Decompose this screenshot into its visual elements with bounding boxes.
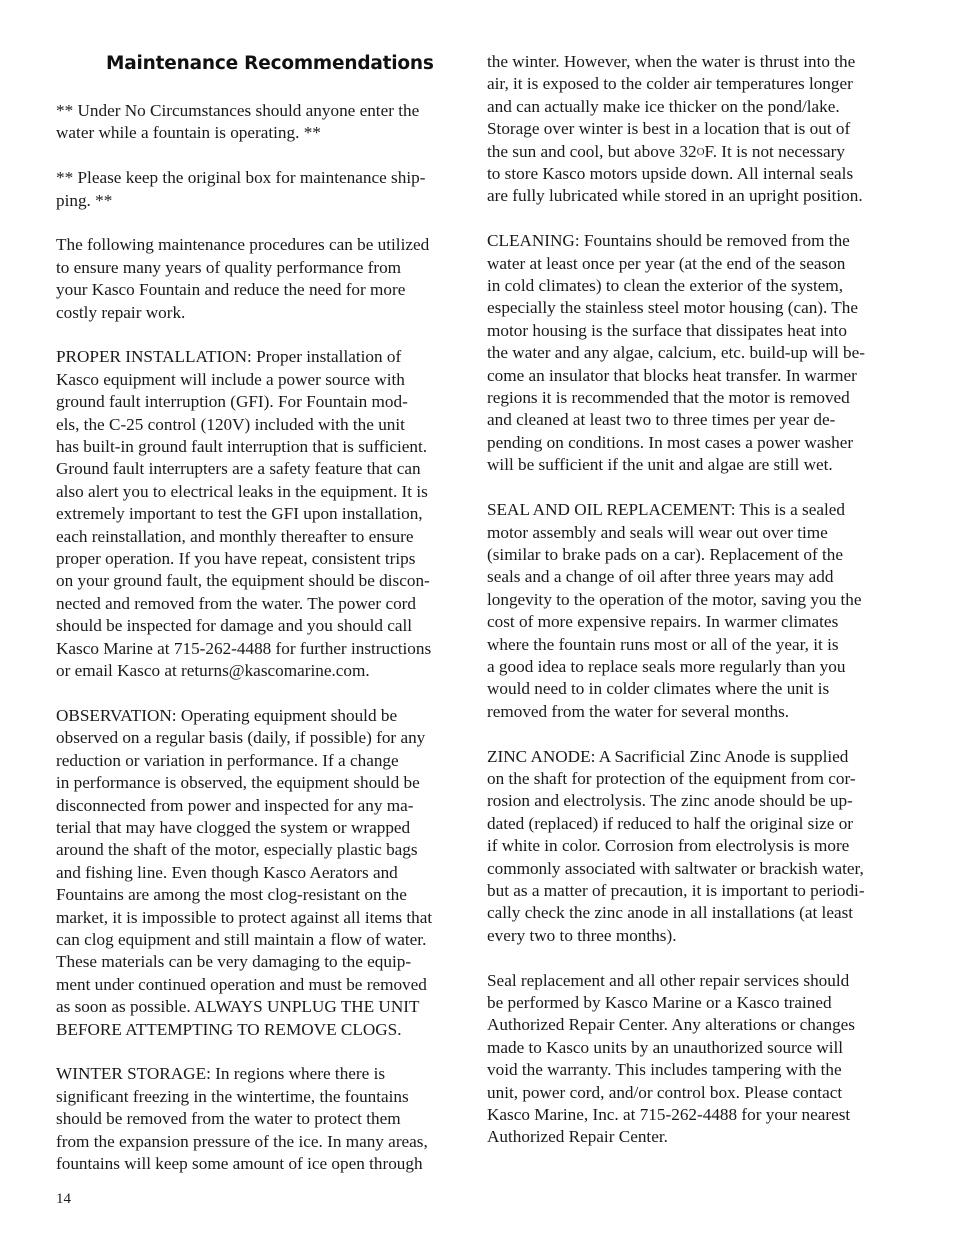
text-line: rosion and electrolysis. The zinc anode should be up- [487, 791, 853, 811]
text-line: cost of more expensive repairs. In warmer climates [487, 612, 839, 632]
text-line: terial that may have clogged the system or wrapped [56, 817, 411, 837]
text-line: can clog equipment and still maintain a flow of water. [56, 929, 427, 949]
text-line: observed on a regular basis (daily, if possible) for any [56, 728, 426, 748]
section-heading: Maintenance Recommendations [106, 53, 434, 74]
text-line: commonly associated with saltwater or brackish water, [487, 858, 864, 878]
text-line: a good idea to replace seals more regularly than you [487, 656, 846, 676]
text-line: PROPER INSTALLATION: Proper installation of [56, 347, 402, 367]
text-line: ZINC ANODE: A Sacrificial Zinc Anode is supplied [487, 746, 849, 766]
text-line: to ensure many years of quality performance from [56, 257, 402, 277]
text-line: should be removed from the water to protect them [56, 1109, 401, 1129]
text-line: WINTER STORAGE: In regions where there is [56, 1064, 386, 1084]
text-line: Storage over winter is best in a location that is out of [487, 119, 851, 139]
text-line: unit, power cord, and/or control box. Please contact [487, 1082, 843, 1102]
text-line: ground fault interruption (GFI). For Fountain mod- [56, 392, 408, 412]
text-line: in cold climates) to clean the exterior of the system, [487, 276, 844, 296]
text-line: proper operation. If you have repeat, consistent trips [56, 549, 416, 569]
text-line: Ground fault interrupters are a safety feature that can [56, 459, 421, 479]
text-line: Seal replacement and all other repair services should [487, 970, 850, 990]
right-column [487, 51, 901, 1149]
text-line: on the shaft for protection of the equipment from cor- [487, 768, 856, 788]
text-line: seals and a change of oil after three years may add [487, 567, 834, 587]
text-line: and cleaned at least two to three times per year de- [487, 410, 836, 430]
text-line: your Kasco Fountain and reduce the need for more [56, 280, 406, 300]
text-line: Kasco Marine at 715-262-4488 for further instructions [56, 638, 432, 658]
text-line: extremely important to test the GFI upon installation, [56, 504, 423, 524]
installation-paragraph [56, 346, 468, 682]
text-line: and can actually make ice thicker on the pond/lake. [487, 96, 840, 116]
text-line: disconnected from power and inspected for any ma- [56, 795, 414, 815]
text-line: but as a matter of precaution, it is important to periodi- [487, 880, 865, 900]
text-line: every two to three months). [487, 925, 677, 945]
text-line: market, it is impossible to protect against all items that [56, 907, 433, 927]
left-column [56, 51, 468, 1175]
text-line: each reinstallation, and monthly thereafter to ensure [56, 526, 414, 546]
text-line: as soon as possible. ALWAYS UNPLUG THE UNIT [56, 997, 420, 1017]
temp-text: the sun and cool, but above 32 [487, 141, 697, 161]
text-line: to store Kasco motors upside down. All internal seals [487, 164, 854, 184]
text-line: fountains will keep some amount of ice open through [56, 1154, 423, 1174]
winter-storage-paragraph [56, 1063, 468, 1175]
text-line: Fountains are among the most clog-resistant on the [56, 885, 407, 905]
temp-unit-text: F. It is not necessary [704, 141, 845, 161]
text-line: els, the C-25 control (120V) included with the unit [56, 414, 405, 434]
text-line: air, it is exposed to the colder air temperatures longer [487, 74, 853, 94]
text-line: ment under continued operation and must be removed [56, 974, 427, 994]
text-line: and fishing line. Even though Kasco Aerators and [56, 862, 398, 882]
text-line: water at least once per year (at the end of the season [487, 253, 846, 273]
text-line: from the expansion pressure of the ice. In many areas, [56, 1131, 428, 1151]
text-line: Kasco Marine, Inc. at 715-262-4488 for your nearest [487, 1105, 851, 1125]
text-line: are fully lubricated while stored in an upright position. [487, 186, 863, 206]
text-line: would need to in colder climates where the unit is [487, 679, 830, 699]
text-line: will be sufficient if the unit and algae are still wet. [487, 455, 833, 475]
winter-lines-after [487, 163, 901, 208]
text-line: Kasco equipment will include a power source with [56, 369, 405, 389]
text-line: SEAL AND OIL REPLACEMENT: This is a sealed [487, 500, 845, 520]
degree-superscript: O [696, 145, 705, 158]
winter-storage-continued [487, 51, 901, 208]
text-line: nected and removed from the water. The power cord [56, 593, 416, 613]
text-line: reduction or variation in performance. If a change [56, 750, 399, 770]
text-line: ** Under No Circumstances should anyone enter the [56, 101, 420, 120]
text-line: pending on conditions. In most cases a power washer [487, 432, 854, 452]
text-line: longevity to the operation of the motor, saving you the [487, 589, 862, 609]
warning-no-entry [56, 100, 468, 145]
text-line: motor assembly and seals will wear out over time [487, 522, 828, 542]
text-line: if white in color. Corrosion from electrolysis is more [487, 836, 850, 856]
text-line: has built-in ground fault interruption that is sufficient. [56, 437, 428, 457]
text-line: ping. ** [56, 190, 113, 210]
text-line: (similar to brake pads on a car). Replacement of the [487, 544, 844, 564]
text-line: CLEANING: Fountains should be removed from the [487, 231, 850, 251]
text-line: dated (replaced) if reduced to half the original size or [487, 813, 854, 833]
text-line: be performed by Kasco Marine or a Kasco trained [487, 993, 832, 1012]
text-line: especially the stainless steel motor housing (can). The [487, 298, 859, 318]
text-line: Authorized Repair Center. [487, 1127, 668, 1147]
text-line: The following maintenance procedures can be utilized [56, 235, 430, 255]
repair-services-paragraph [487, 970, 901, 1149]
warning-keep-box [56, 167, 468, 212]
zinc-anode-paragraph [487, 746, 901, 948]
page-number: 14 [56, 1191, 71, 1207]
text-line: Authorized Repair Center. Any alterations or changes [487, 1015, 855, 1035]
seal-oil-paragraph [487, 499, 901, 723]
winter-temperature-line [487, 141, 901, 163]
text-line: in performance is observed, the equipment should be [56, 773, 420, 793]
text-line: come an insulator that blocks heat transfer. In warmer [487, 365, 857, 385]
text-line: should be inspected for damage and you should call [56, 616, 413, 636]
text-line: removed from the water for several months. [487, 701, 790, 721]
observation-paragraph [56, 705, 468, 1041]
text-line: These materials can be very damaging to the equip- [56, 952, 412, 972]
text-line: on your ground fault, the equipment should be discon- [56, 571, 430, 591]
text-line: regions it is recommended that the motor is removed [487, 388, 850, 408]
text-line: BEFORE ATTEMPTING TO REMOVE CLOGS. [56, 1019, 402, 1039]
text-line: significant freezing in the wintertime, the fountains [56, 1086, 409, 1106]
cleaning-paragraph [487, 230, 901, 476]
text-line: where the fountain runs most or all of the year, it is [487, 634, 839, 654]
text-line: made to Kasco units by an unauthorized source will [487, 1037, 844, 1057]
intro-paragraph [56, 234, 468, 324]
text-line: or email Kasco at returns@kascomarine.com. [56, 661, 370, 681]
text-line: around the shaft of the motor, especially plastic bags [56, 840, 418, 860]
text-line: the water and any algae, calcium, etc. build-up will be- [487, 343, 865, 363]
text-line: motor housing is the surface that dissipates heat into [487, 320, 847, 340]
text-line: void the warranty. This includes tampering with the [487, 1060, 842, 1080]
text-line: also alert you to electrical leaks in the equipment. It is [56, 481, 428, 501]
text-line: ** Please keep the original box for maintenance ship- [56, 168, 426, 188]
text-line: water while a fountain is operating. ** [56, 123, 321, 143]
text-line: costly repair work. [56, 302, 186, 322]
text-line: OBSERVATION: Operating equipment should be [56, 705, 398, 725]
text-line: cally check the zinc anode in all installations (at least [487, 903, 854, 923]
text-line: the winter. However, when the water is thrust into the [487, 52, 856, 71]
winter-lines-before [487, 51, 901, 141]
